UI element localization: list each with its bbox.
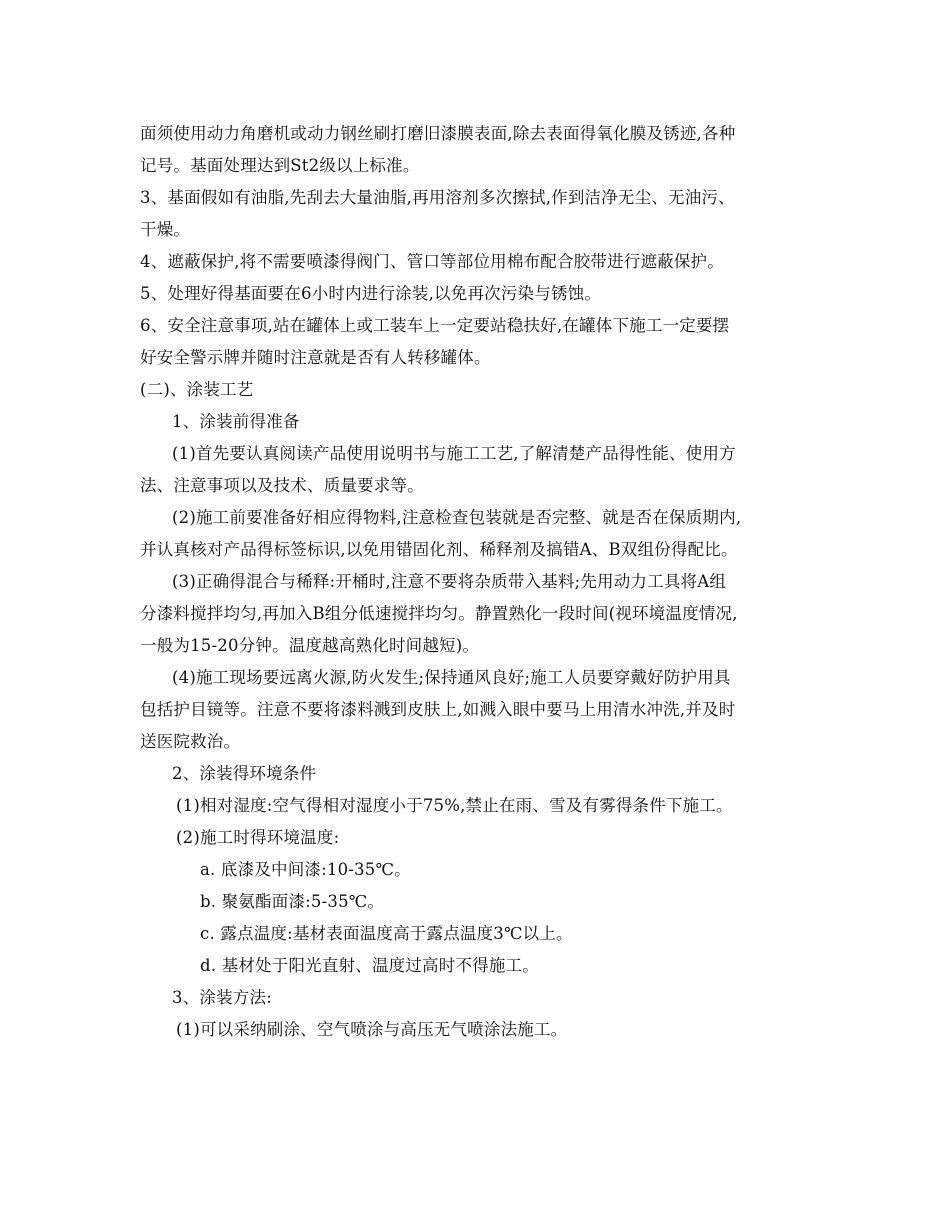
text-line: (二)、涂装工艺 (140, 380, 254, 399)
text-line: 面须使用动力角磨机或动力钢丝刷打磨旧漆膜表面,除去表面得氧化膜及锈迹,各种 (140, 124, 736, 143)
document-body (140, 118, 820, 1046)
text-line: b. 聚氨酯面漆:5-35℃。 (200, 892, 385, 911)
text-line: 分漆料搅拌均匀,再加入B组分低速搅拌均匀。静置熟化一段时间(视环境温度情况, (140, 604, 738, 623)
text-line: 干燥。 (140, 220, 191, 239)
text-line: (2)施工时得环境温度: (176, 828, 340, 847)
text-line: 3、涂装方法: (172, 988, 272, 1007)
text-line: 送医院救治。 (140, 732, 241, 751)
text-line: 5、处理好得基面要在6小时内进行涂装,以免再次污染与锈蚀。 (140, 284, 602, 303)
text-line: 2、涂装得环境条件 (172, 764, 317, 783)
text-line: 3、基面假如有油脂,先刮去大量油脂,再用溶剂多次擦拭,作到洁净无尘、无油污、 (140, 188, 735, 207)
text-line: 4、遮蔽保护,将不需要喷漆得阀门、管口等部位用棉布配合胶带进行遮蔽保护。 (140, 252, 724, 271)
text-line: (1)可以采纳刷涂、空气喷涂与高压无气喷涂法施工。 (176, 1020, 568, 1039)
text-line: (2)施工前要准备好相应得物料,注意检查包装就是否完整、就是否在保质期内, (172, 508, 742, 527)
text-line: 一般为15-20分钟。温度越高熟化时间越短)。 (140, 636, 480, 655)
text-line: c. 露点温度:基材表面温度高于露点温度3℃以上。 (200, 924, 573, 943)
text-line: 好安全警示牌并随时注意就是否有人转移罐体。 (140, 348, 491, 367)
text-line: d. 基材处于阳光直射、温度过高时不得施工。 (200, 956, 539, 975)
text-line: a. 底漆及中间漆:10-35℃。 (200, 860, 411, 879)
text-line: (4)施工现场要远离火源,防火发生;保持通风良好;施工人员要穿戴好防护用具 (172, 668, 731, 687)
text-line: 6、安全注意事项,站在罐体上或工装车上一定要站稳扶好,在罐体下施工一定要摆 (140, 316, 730, 335)
text-line: 并认真核对产品得标签标识,以免用错固化剂、稀释剂及搞错A、B双组份得配比。 (140, 540, 738, 559)
text-line: (1)相对湿度:空气得相对湿度小于75%,禁止在雨、雪及有雾得条件下施工。 (176, 796, 733, 815)
text-line: 包括护目镜等。注意不要将漆料溅到皮肤上,如溅入眼中要马上用清水冲洗,并及时 (140, 700, 736, 719)
text-line: (3)正确得混合与稀释:开桶时,注意不要将杂质带入基料;先用动力工具将A组 (172, 572, 727, 591)
text-line: 1、涂装前得准备 (172, 412, 300, 431)
text-line: (1)首先要认真阅读产品使用说明书与施工工艺,了解清楚产品得性能、使用方 (172, 444, 736, 463)
text-line: 法、注意事项以及技术、质量要求等。 (140, 476, 424, 495)
text-line: 记号。基面处理达到St2级以上标准。 (140, 156, 420, 175)
